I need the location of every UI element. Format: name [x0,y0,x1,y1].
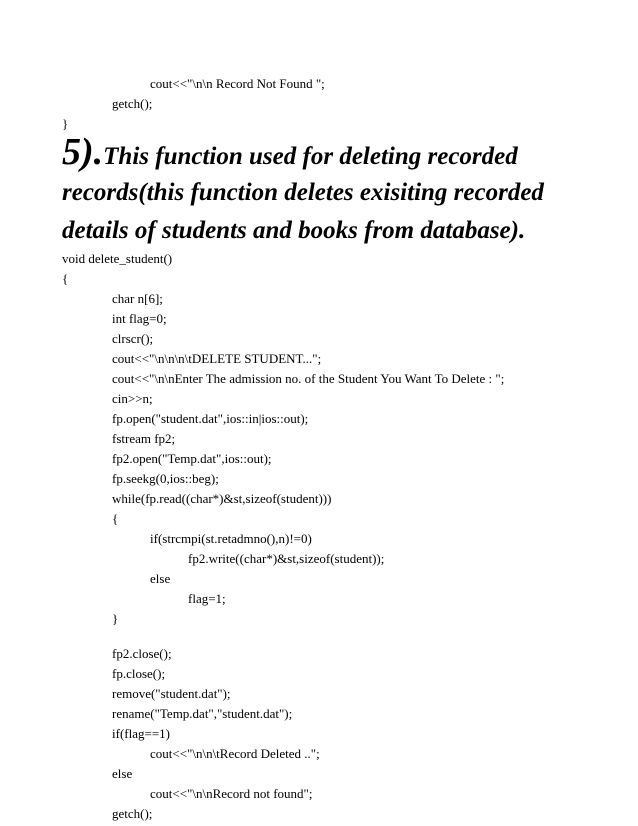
section-heading [62,131,518,173]
code-line: cout<<"\n\nRecord not found"; [150,786,313,801]
code-line: fp2.close(); [112,646,172,661]
code-line: fp.close(); [112,666,166,681]
code-line: cout<<"\n\n\tRecord Deleted .."; [150,746,320,761]
code-line: } [62,116,69,131]
heading-line-1: This function used for deleting recorded [103,143,518,170]
heading-line-3: details of students and books from database). [62,217,526,244]
heading-line-2: records(this function deletes exisiting recorded [62,179,544,206]
code-line: cin>>n; [112,391,153,406]
code-line: cout<<"\n\nEnter The admission no. of the Student You Want To Delete : "; [112,371,505,386]
code-line: char n[6]; [112,291,163,306]
code-line: fstream fp2; [112,431,176,446]
code-line: { [62,271,69,286]
code-line: fp.open("student.dat",ios::in|ios::out); [112,411,309,426]
code-line: getch(); [112,96,153,111]
code-line: if(strcmpi(st.retadmno(),n)!=0) [150,531,312,546]
code-line: else [150,571,171,586]
code-line: if(flag==1) [112,726,170,741]
code-line: remove("student.dat"); [112,686,231,701]
code-line: getch(); [112,806,153,821]
code-line: clrscr(); [112,331,154,346]
code-line: fp.seekg(0,ios::beg); [112,471,219,486]
code-line: fp2.open("Temp.dat",ios::out); [112,451,272,466]
code-line: flag=1; [188,591,226,606]
code-line: cout<<"\n\n Record Not Found "; [150,76,325,91]
code-line: { [112,511,119,526]
code-line: void delete_student() [62,251,173,266]
section-number: 5). [62,131,104,173]
code-line: rename("Temp.dat","student.dat"); [112,706,293,721]
code-line: cout<<"\n\n\n\tDELETE STUDENT..."; [112,351,322,366]
code-line: while(fp.read((char*)&st,sizeof(student))) [112,491,332,506]
code-line: else [112,766,133,781]
code-line: } [112,611,119,626]
code-line: fp2.write((char*)&st,sizeof(student)); [188,551,385,566]
code-line: int flag=0; [112,311,167,326]
